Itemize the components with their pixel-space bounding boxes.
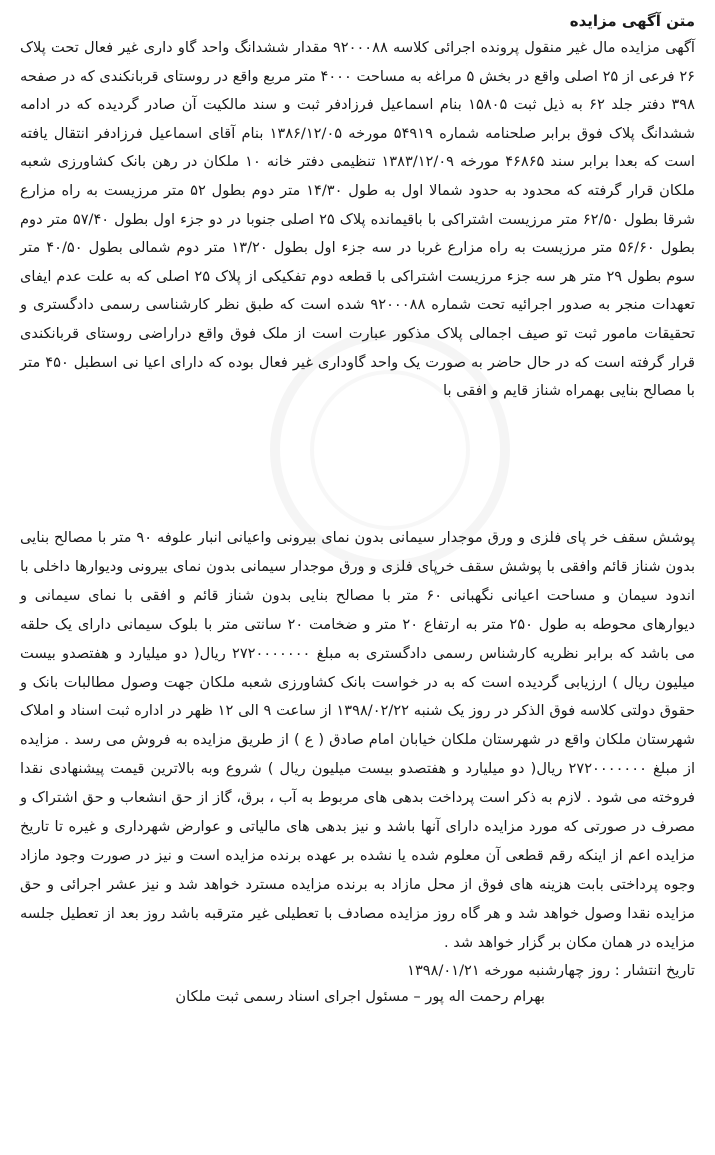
notice-bottom-block [20,524,695,1010]
publication-date: تاریخ انتشار : روز چهارشنبه مورخه ۱۳۹۸/۰۱/۲۱ [407,961,695,979]
notice-body-top: آگهی مزایده مال غیر منقول پرونده اجرائی کلاسه ۹۲۰۰۰۸۸ مقدار ششدانگ واحد گاو داری غیر فعال تحت پلاک ۲۶ فرعی از ۲۵ اصلی واقع در بخش ۵ مراغه به مساحت ۴۰۰۰ متر مربع واقع در روستای قربانکندی که در صفحه ۳۹۸ دفتر جلد ۶۲ به ذیل ثبت ۱۵۸۰۵ بنام اسماعیل فرزادفر ثبت و سند مالکیت آن صادر گردیده که در ادامه ششدانگ پلاک فوق برابر صلحنامه شماره ۵۴۹۱۹ مورخه ۱۳۸۶/۱۲/۰۵ بنام آقای اسماعیل فرزادفر انتقال یافته است که بعدا برابر سند ۴۶۸۶۵ مورخه ۱۳۸۳/۱۲/۰۹ تنظیمی دفتر خانه ۱۰ ملکان در رهن بانک کشاورزی شعبه ملکان قرار گرفته که محدود به حدود شمالا اول به طول ۱۴/۳۰ متر دوم بطول ۵۲ متر مرزیست به راه مزارع شرقا بطول ۶۲/۵۰ متر مرزیست اشتراکی با باقیمانده پلاک ۲۵ اصلی جنوبا در دو جزء اول بطول ۵۷/۴۰ متر دوم بطول ۵۶/۶۰ متر مرزیست به راه مزارع غربا در سه جزء اول بطول ۱۳/۲۰ متر دوم شمالی بطول ۴۰/۵۰ متر سوم بطول ۲۹ متر هر سه جزء مرزیست اشتراکی با قطعه دوم تفکیکی از پلاک ۲۵ اصلی که به علت عدم ایفای تعهدات منجر به صدور اجرائیه تحت شماره ۹۲۰۰۰۸۸ شده است که طبق نظر کارشناسی رسمی دادگستری و تحقیقات مامور ثبت تو صیف اجمالی پلاک مذکور عبارت است از ملک فوق واقع دراراضی روستای قربانکندی قرار گرفته است که در حال حاضر به صورت یک واحد گاوداری غیر فعال بوده که دارای اعیا نی اسطبل ۴۵۰ متر با مصالح بنایی بهمراه شناز قایم و افقی با [20,39,696,400]
notice-top-block [20,8,695,406]
signature: بهرام رحمت اله پور – مسئول اجرای اسناد رسمی ثبت ملکان [175,987,545,1005]
notice-body-bottom: پوشش سقف خر پای فلزی و ورق موجدار سیمانی بدون نمای بیرونی واعیانی انبار علوفه ۹۰ متر با مصالح بنایی بدون شناز قائم وافقی با پوشش سقف خرپای فلزی و ورق موجدار سیمانی بدون نمای بیرونی ودیوارها داخلی با اندود سیمان و مساحت اعیانی نگهبانی ۶۰ متر با مصالح بنایی بدون شناز قائم و افقی با نمای سیمانی و دیوارهای محوطه به طول ۲۵۰ متر به ارتفاع ۲۰ متر و ضخامت ۲۰ سانتی متر با بلوک سیمانی دارای یک حلقه می باشد که برابر نظریه کارشناس رسمی دادگستری به مبلغ ۲۷۲۰۰۰۰۰۰۰ ریال( دو میلیارد و هفتصدو بیست میلیون ریال ) ارزیابی گردیده است که به در خواست بانک کشاورزی شعبه ملکان جهت وصول مطالبات بانک و حقوق دولتی کلاسه فوق الذکر در روز یک شنبه ۱۳۹۸/۰۲/۲۲ از ساعت ۹ الی ۱۲ ظهر در اداره ثبت اسناد و املاک شهرستان ملکان واقع در شهرستان ملکان خیابان امام صادق ( ع ) از طریق مزایده به فروش می رسد . مزایده از مبلغ ۲۷۲۰۰۰۰۰۰۰ ریال( دو میلیارد و هفتصدو بیست میلیون ریال ) شروع وبه بالاترین قیمت پیشنهادی نقدا فروخته می شود . لازم به ذکر است پرداخت بدهی های مربوط به آب ، برق، گاز از حق انشعاب و حق اشتراک و مصرف در صورتی که مورد مزایده دارای آنها باشد و نیز بدهی های مالیاتی و عوارض شهرداری و غیره تا تاریخ مزایده اعم از اینکه رقم قطعی آن معلوم شده یا نشده بر عهده برنده مزایده است و نیز در صورت وجود مازاد وجوه پرداختی بابت هزینه های فوق از محل مازاد به برنده مزایده مسترد خواهد شد و نیز عشر اجرائی و حق مزایده نقدا وصول خواهد شد و هر گاه روز مزایده مصادف با تعطیلی غیر مترقبه باشد روز بعد از تعطیل جلسه مزایده در همان مکان بر گزار خواهد شد . [20,529,696,951]
notice-title: متن آگهی مزایده [569,12,695,30]
